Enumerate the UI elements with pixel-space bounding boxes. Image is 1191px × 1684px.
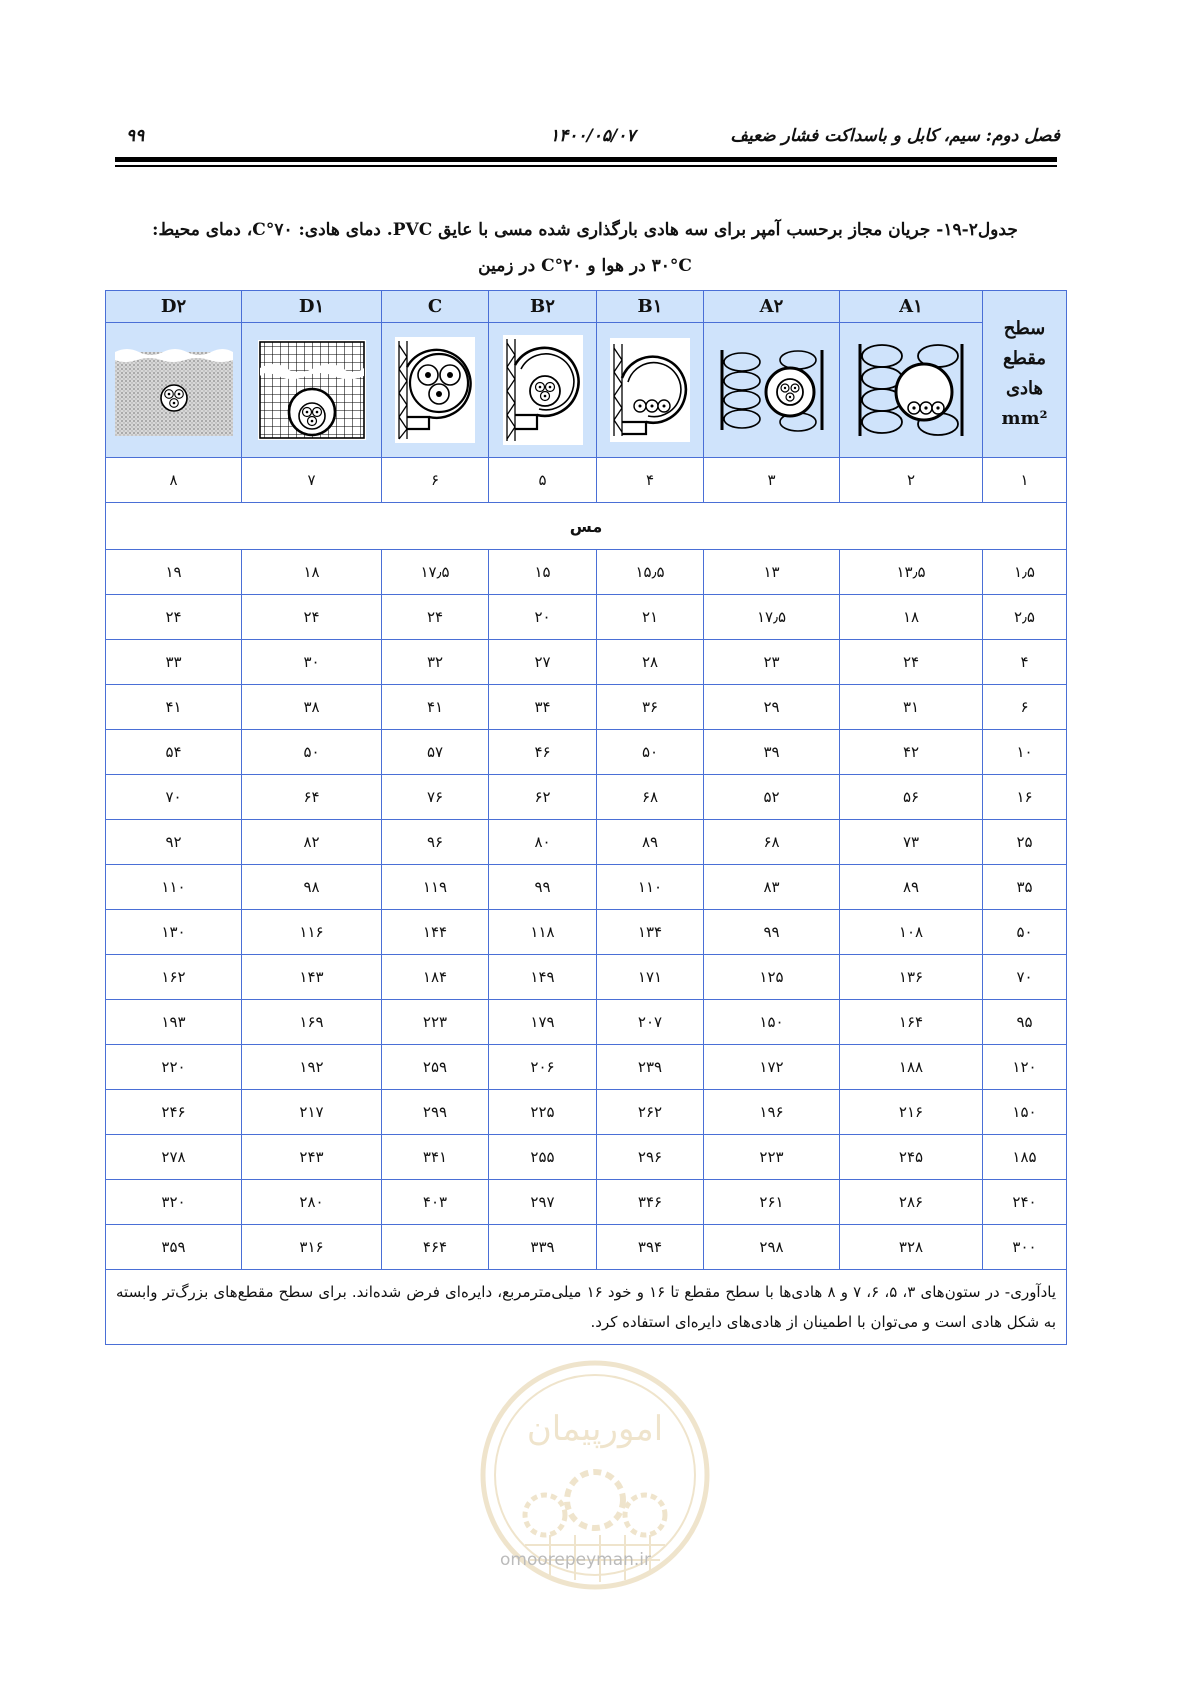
ampacity-cell: ۲۴ (382, 595, 489, 640)
ampacity-cell: ۱۲۵ (704, 955, 840, 1000)
ampacity-cell: ۳۰ (242, 640, 382, 685)
column-number: ۲ (840, 458, 983, 503)
ampacity-cell: ۱۹ (106, 550, 242, 595)
ampacity-cell: ۲۹۶ (597, 1135, 704, 1180)
ampacity-cell: ۱۱۸ (489, 910, 597, 955)
column-number: ۴ (597, 458, 704, 503)
table-row (106, 640, 1067, 685)
ampacity-cell: ۱۱۰ (106, 865, 242, 910)
header-rule-thin (115, 165, 1057, 167)
ampacity-cell: ۱۴۳ (242, 955, 382, 1000)
installation-d1-icon (256, 338, 368, 442)
ampacity-cell: ۱۸ (242, 550, 382, 595)
ampacity-cell: ۱۷٫۵ (382, 550, 489, 595)
ampacity-cell: ۹۸ (242, 865, 382, 910)
ampacity-cell: ۳۳۹ (489, 1225, 597, 1270)
area-header-line: سطح (1003, 318, 1046, 339)
column-number: ۳ (704, 458, 840, 503)
method-code: A۲ (704, 291, 840, 323)
column-number: ۱ (983, 458, 1067, 503)
ampacity-cell: ۲۴ (106, 595, 242, 640)
ampacity-cell: ۲۸۰ (242, 1180, 382, 1225)
cross-section-cell: ۳۰۰ (983, 1225, 1067, 1270)
ampacity-cell: ۱۷۹ (489, 1000, 597, 1045)
table-row (106, 685, 1067, 730)
section-label: مس (106, 503, 1067, 550)
ampacity-cell: ۲۷۸ (106, 1135, 242, 1180)
installation-figure (242, 323, 382, 458)
ampacity-cell: ۱۳٫۵ (840, 550, 983, 595)
ampacity-cell: ۱۳ (704, 550, 840, 595)
ampacity-cell: ۸۹ (597, 820, 704, 865)
ampacity-cell: ۲۱ (597, 595, 704, 640)
ampacity-cell: ۱۱۶ (242, 910, 382, 955)
ampacity-cell: ۴۱ (382, 685, 489, 730)
ampacity-cell: ۱۰۸ (840, 910, 983, 955)
page-number: ۹۹ (126, 126, 145, 146)
ampacity-cell: ۱۹۶ (704, 1090, 840, 1135)
ampacity-cell: ۱۷۲ (704, 1045, 840, 1090)
ampacity-cell: ۲۷ (489, 640, 597, 685)
ampacity-cell: ۲۵۵ (489, 1135, 597, 1180)
installation-figure (840, 323, 983, 458)
cross-section-cell: ۱٫۵ (983, 550, 1067, 595)
cross-section-cell: ۶ (983, 685, 1067, 730)
header-rule-thick (115, 157, 1057, 162)
ampacity-cell: ۳۲۸ (840, 1225, 983, 1270)
table-row (106, 1090, 1067, 1135)
ampacity-cell: ۲۶۱ (704, 1180, 840, 1225)
ampacity-cell: ۲۱۷ (242, 1090, 382, 1135)
ampacity-cell: ۲۸ (597, 640, 704, 685)
table-row (106, 1180, 1067, 1225)
ampacity-cell: ۶۲ (489, 775, 597, 820)
table-row (106, 1135, 1067, 1180)
cross-section-cell: ۱۵۰ (983, 1090, 1067, 1135)
method-code: D۱ (242, 291, 382, 323)
ampacity-cell: ۱۷۱ (597, 955, 704, 1000)
ampacity-cell: ۱۹۲ (242, 1045, 382, 1090)
installation-a2-icon (718, 348, 826, 432)
table-row (106, 730, 1067, 775)
ampacity-cell: ۲۹۹ (382, 1090, 489, 1135)
area-header-line: مقطع (1002, 348, 1047, 369)
ampacity-cell: ۱۸۸ (840, 1045, 983, 1090)
cross-section-cell: ۴ (983, 640, 1067, 685)
ampacity-cell: ۲۴ (840, 640, 983, 685)
ampacity-cell: ۷۶ (382, 775, 489, 820)
installation-c-icon (395, 337, 475, 443)
ampacity-cell: ۲۳۹ (597, 1045, 704, 1090)
ampacity-cell: ۲۲۰ (106, 1045, 242, 1090)
table-caption-line1: جدول۲-۱۹- جریان مجاز برحسب آمپر برای سه هادی بارگذاری شده مسی با عایق PVC. دمای هادی: ۷۰°C، دمای محیط: (152, 220, 1018, 240)
ampacity-cell: ۳۶ (597, 685, 704, 730)
method-code: A۱ (840, 291, 983, 323)
ampacity-cell: ۳۴۶ (597, 1180, 704, 1225)
ampacity-cell: ۸۳ (704, 865, 840, 910)
method-code: C (382, 291, 489, 323)
installation-figure (382, 323, 489, 458)
ampacity-cell: ۱۱۹ (382, 865, 489, 910)
table-row (106, 955, 1067, 1000)
method-code: B۱ (597, 291, 704, 323)
column-number: ۵ (489, 458, 597, 503)
ampacity-cell: ۴۲ (840, 730, 983, 775)
installation-figure (106, 323, 242, 458)
ampacity-cell: ۳۱۶ (242, 1225, 382, 1270)
installation-b1-icon (610, 338, 690, 442)
table-caption-line2: ۳۰°C در هوا و ۲۰°C در زمین (478, 256, 692, 276)
ampacity-cell: ۴۱ (106, 685, 242, 730)
cross-section-cell: ۱۸۵ (983, 1135, 1067, 1180)
ampacity-cell: ۴۶ (489, 730, 597, 775)
ampacity-cell: ۴۶۴ (382, 1225, 489, 1270)
ampacity-cell: ۲۰۶ (489, 1045, 597, 1090)
ampacity-cell: ۲۰۷ (597, 1000, 704, 1045)
ampacity-cell: ۹۹ (704, 910, 840, 955)
header-date: ۱۴۰۰/۰۵/۰۷ (550, 126, 636, 146)
ampacity-cell: ۱۱۰ (597, 865, 704, 910)
ampacity-cell: ۷۰ (106, 775, 242, 820)
ampacity-cell: ۱۶۹ (242, 1000, 382, 1045)
ampacity-cell: ۲۲۳ (382, 1000, 489, 1045)
table-row (106, 595, 1067, 640)
area-header-line: mm² (1001, 408, 1048, 429)
ampacity-cell: ۱۵٫۵ (597, 550, 704, 595)
ampacity-cell: ۲۹۷ (489, 1180, 597, 1225)
ampacity-cell: ۳۹ (704, 730, 840, 775)
ampacity-table (105, 290, 1067, 1345)
ampacity-cell: ۲۱۶ (840, 1090, 983, 1135)
ampacity-cell: ۲۲۵ (489, 1090, 597, 1135)
ampacity-cell: ۲۴۵ (840, 1135, 983, 1180)
ampacity-cell: ۳۲۰ (106, 1180, 242, 1225)
ampacity-cell: ۲۳ (704, 640, 840, 685)
page-header (110, 118, 1060, 158)
cross-section-cell: ۳۵ (983, 865, 1067, 910)
ampacity-cell: ۵۷ (382, 730, 489, 775)
ampacity-cell: ۲۵۹ (382, 1045, 489, 1090)
table-row (106, 1000, 1067, 1045)
cross-section-cell: ۲۴۰ (983, 1180, 1067, 1225)
cross-section-cell: ۵۰ (983, 910, 1067, 955)
watermark-site: omoorepeyman.ir (500, 1550, 652, 1570)
ampacity-cell: ۳۹۴ (597, 1225, 704, 1270)
column-number: ۸ (106, 458, 242, 503)
ampacity-cell: ۸۹ (840, 865, 983, 910)
ampacity-cell: ۲۸۶ (840, 1180, 983, 1225)
ampacity-cell: ۳۴ (489, 685, 597, 730)
ampacity-cell: ۳۸ (242, 685, 382, 730)
installation-figure (489, 323, 597, 458)
ampacity-cell: ۲۶۲ (597, 1090, 704, 1135)
ampacity-cell: ۱۴۴ (382, 910, 489, 955)
ampacity-cell: ۶۸ (704, 820, 840, 865)
area-header (983, 291, 1067, 458)
table-row (106, 865, 1067, 910)
ampacity-cell: ۱۳۴ (597, 910, 704, 955)
ampacity-cell: ۴۰۳ (382, 1180, 489, 1225)
ampacity-cell: ۸۰ (489, 820, 597, 865)
ampacity-cell: ۱۸۴ (382, 955, 489, 1000)
method-code: D۲ (106, 291, 242, 323)
ampacity-cell: ۵۴ (106, 730, 242, 775)
ampacity-cell: ۱۹۳ (106, 1000, 242, 1045)
ampacity-cell: ۱۷٫۵ (704, 595, 840, 640)
table-row (106, 820, 1067, 865)
column-number: ۷ (242, 458, 382, 503)
table-row (106, 1225, 1067, 1270)
ampacity-cell: ۵۶ (840, 775, 983, 820)
watermark-logo-text: امورپیمان (526, 1409, 664, 1449)
ampacity-cell: ۳۲ (382, 640, 489, 685)
ampacity-cell: ۶۸ (597, 775, 704, 820)
chapter-title: فصل دوم: سیم، کابل و باسداکت فشار ضعیف (730, 126, 1060, 146)
cross-section-cell: ۱۶ (983, 775, 1067, 820)
cross-section-cell: ۱۲۰ (983, 1045, 1067, 1090)
method-code: B۲ (489, 291, 597, 323)
ampacity-cell: ۲۲۳ (704, 1135, 840, 1180)
ampacity-cell: ۵۰ (597, 730, 704, 775)
ampacity-cell: ۹۲ (106, 820, 242, 865)
ampacity-cell: ۱۵ (489, 550, 597, 595)
ampacity-cell: ۳۱ (840, 685, 983, 730)
cross-section-cell: ۱۰ (983, 730, 1067, 775)
ampacity-cell: ۳۴۱ (382, 1135, 489, 1180)
installation-figure (597, 323, 704, 458)
ampacity-cell: ۳۳ (106, 640, 242, 685)
ampacity-cell: ۷۳ (840, 820, 983, 865)
ampacity-cell: ۸۲ (242, 820, 382, 865)
ampacity-cell: ۱۴۹ (489, 955, 597, 1000)
ampacity-cell: ۱۶۲ (106, 955, 242, 1000)
ampacity-cell: ۵۰ (242, 730, 382, 775)
installation-b2-icon (503, 335, 583, 445)
installation-figure (704, 323, 840, 458)
ampacity-cell: ۱۶۴ (840, 1000, 983, 1045)
ampacity-cell: ۵۲ (704, 775, 840, 820)
cross-section-cell: ۹۵ (983, 1000, 1067, 1045)
ampacity-cell: ۲۹ (704, 685, 840, 730)
ampacity-cell: ۱۵۰ (704, 1000, 840, 1045)
ampacity-cell: ۲۹۸ (704, 1225, 840, 1270)
table-row (106, 1045, 1067, 1090)
ampacity-cell: ۲۴۶ (106, 1090, 242, 1135)
table-row (106, 910, 1067, 955)
ampacity-cell: ۹۶ (382, 820, 489, 865)
table-row (106, 775, 1067, 820)
ampacity-cell: ۱۳۰ (106, 910, 242, 955)
ampacity-cell: ۲۴۳ (242, 1135, 382, 1180)
ampacity-cell: ۲۰ (489, 595, 597, 640)
table-note: یادآوری- در ستون‌های ۳، ۵، ۶، ۷ و ۸ هادی‌ها با سطح مقطع تا ۱۶ و خود ۱۶ میلی‌مترمربع، دایره‌ای فرض شده‌اند. برای سطح مقطع‌های بزرگ‌تر وابسته به شکل هادی است و می‌توان با اطمینان از هادی‌های دایره‌ای استفاده کرد. (106, 1270, 1067, 1345)
ampacity-cell: ۳۵۹ (106, 1225, 242, 1270)
cross-section-cell: ۲۵ (983, 820, 1067, 865)
ampacity-cell: ۱۸ (840, 595, 983, 640)
ampacity-cell: ۲۴ (242, 595, 382, 640)
area-header-line: هادی (1005, 378, 1044, 399)
ampacity-cell: ۱۳۶ (840, 955, 983, 1000)
cross-section-cell: ۷۰ (983, 955, 1067, 1000)
table-row (106, 550, 1067, 595)
ampacity-cell: ۹۹ (489, 865, 597, 910)
cross-section-cell: ۲٫۵ (983, 595, 1067, 640)
installation-a1-icon (852, 340, 970, 440)
ampacity-cell: ۶۴ (242, 775, 382, 820)
column-number: ۶ (382, 458, 489, 503)
installation-d2-icon (113, 340, 235, 440)
